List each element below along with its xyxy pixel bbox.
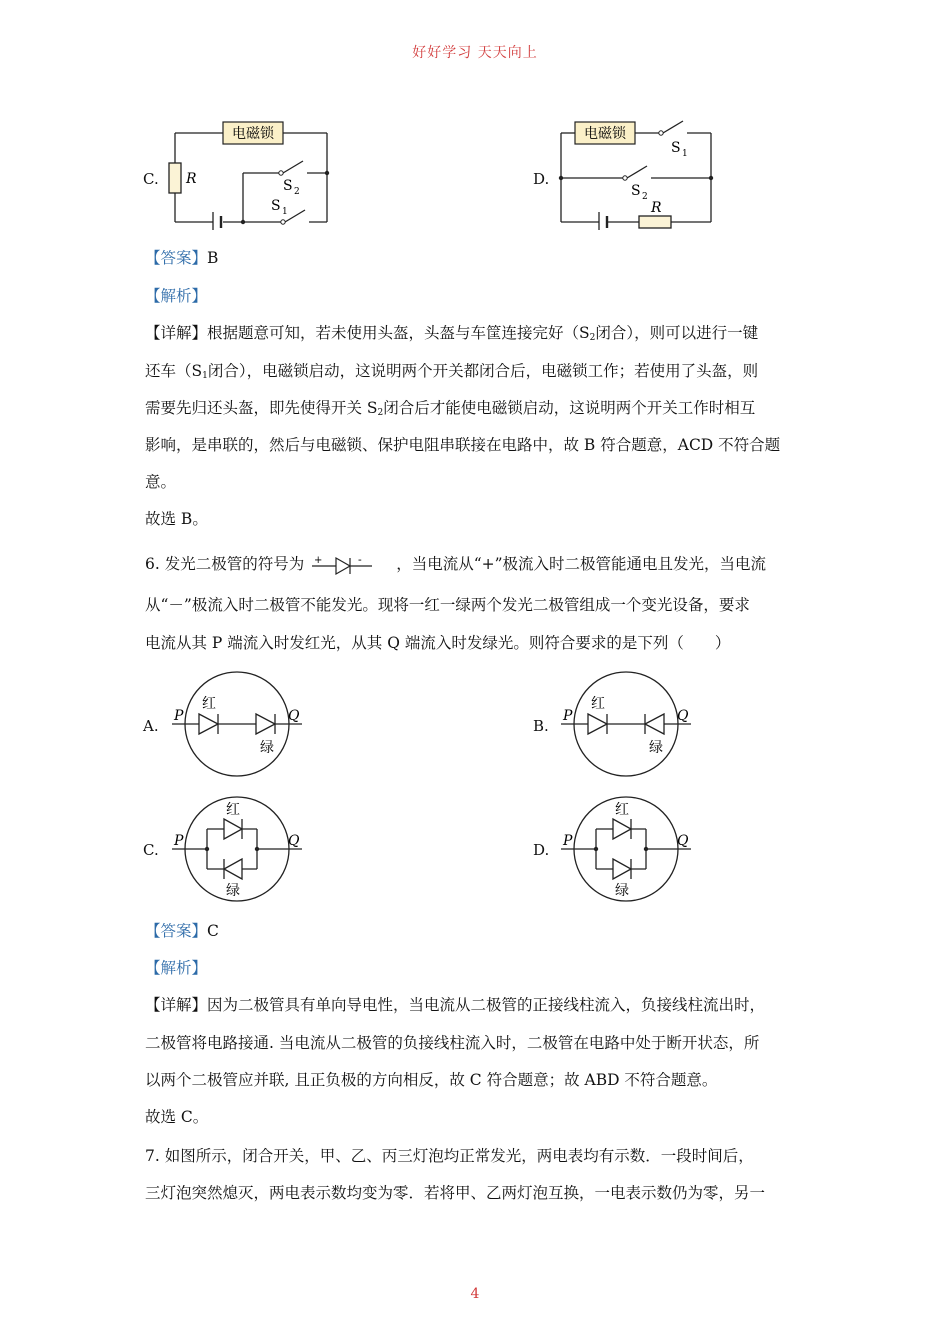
svg-text:2: 2 (294, 187, 300, 197)
svg-text:1: 1 (682, 149, 688, 159)
q5-detail-line-2: 还车（$S_1$闭合），电磁锁启动，这说明两个开关都闭合后，电磁锁工作；若使用了头盔，则 (145, 362, 759, 381)
svg-text:绿: 绿 (615, 883, 629, 899)
svg-text:绿: 绿 (226, 883, 240, 899)
q6-detail-line-2: 二极管将电路接通. 当电流从二极管的负接线柱流入时，二极管在电路中处于断开状态，所 (145, 1034, 760, 1052)
switch-label-c-s1: S (271, 198, 281, 214)
q6-answer: 【答案】C (145, 922, 219, 940)
svg-text:-: - (358, 554, 362, 566)
svg-text:P: P (563, 708, 573, 724)
svg-text:Q: Q (288, 708, 300, 724)
q6-stem-line-3: 电流从其 P 端流入时发红光，从其 Q 端流入时发绿光。则符合要求的是下列（ ） (145, 634, 731, 652)
q5-detail-line-1: 【详解】根据题意可知，若未使用头盔，头盔与车筐连接完好（$S_2$闭合），则可以进行一键 (145, 324, 759, 343)
diode-symbol-icon (310, 554, 390, 576)
svg-text:1: 1 (282, 207, 288, 217)
q7-stem-line-2: 三灯泡突然熄灭，两电表示数均变为零．若将甲、乙两灯泡互换，一电表示数仍为零，另一 (145, 1184, 766, 1202)
q5-detail-line-4: 影响，是串联的，然后与电磁锁、保护电阻串联接在电路中，故 B 符合题意，ACD 不符合题 (145, 436, 781, 454)
lock-label-c: 电磁锁 (232, 126, 274, 142)
q6-detail-line-1: 【详解】因为二极管具有单向导电性，当电流从二极管的正接线柱流入，负接线柱流出时， (145, 996, 766, 1014)
svg-text:P: P (174, 833, 184, 849)
svg-text:2: 2 (642, 192, 648, 202)
q5-analysis: 【解析】 (145, 287, 208, 305)
page-number: 4 (470, 1286, 480, 1302)
option-c6-label: C. (143, 841, 159, 859)
q5-detail-line-5: 意。 (145, 473, 177, 491)
page-header: 好好学习 天天向上 (412, 45, 538, 61)
switch-label-d-s1: S (671, 140, 681, 156)
svg-text:Q: Q (288, 833, 300, 849)
option-c-label: C. (143, 170, 159, 188)
q6-stem-line-2: 从“－”极流入时二极管不能发光。现将一红一绿两个发光二极管组成一个变光设备，要求 (145, 596, 750, 614)
svg-text:红: 红 (591, 696, 605, 712)
led-diagram-b (551, 668, 701, 780)
q6-conclusion: 故选 C。 (145, 1108, 209, 1126)
switch-label-d-s2: S (631, 183, 641, 199)
resistor-label-c: R (186, 171, 197, 187)
svg-text:绿: 绿 (260, 740, 274, 756)
led-diagram-a (162, 668, 312, 780)
circuit-diagram-d (555, 118, 730, 230)
svg-text:Q: Q (677, 708, 689, 724)
svg-text:P: P (174, 708, 184, 724)
svg-text:+: + (314, 555, 323, 566)
circuit-diagram-c (165, 118, 340, 230)
q5-conclusion: 故选 B。 (145, 510, 208, 528)
svg-text:红: 红 (615, 802, 629, 818)
svg-text:绿: 绿 (649, 740, 663, 756)
q5-detail-line-3: 需要先归还头盔，即先使得开关 $S_2$闭合后才能使电磁锁启动，这说明两个开关工作时相互 (145, 399, 756, 418)
resistor-label-d: R (651, 200, 662, 216)
led-diagram-d (551, 795, 701, 905)
q6-stem-line-1: 6. 发光二极管的符号为 + - ，当电流从“+”极流入时二极管能通电且发光，当电流 (145, 553, 766, 576)
option-b-label: B. (533, 717, 549, 735)
q6-detail-line-3: 以两个二极管应并联, 且正负极的方向相反，故 C 符合题意；故 ABD 不符合题意。 (145, 1071, 718, 1089)
svg-text:Q: Q (677, 833, 689, 849)
option-d6-label: D. (533, 841, 550, 859)
led-diagram-c (162, 795, 312, 905)
switch-label-c-s2: S (283, 178, 293, 194)
q6-analysis: 【解析】 (145, 959, 208, 977)
option-a-label: A. (143, 717, 159, 735)
svg-text:P: P (563, 833, 573, 849)
svg-text:红: 红 (202, 696, 216, 712)
lock-label-d: 电磁锁 (584, 126, 626, 142)
q7-stem-line-1: 7. 如图所示，闭合开关，甲、乙、丙三灯泡均正常发光，两电表均有示数．一段时间后， (145, 1147, 754, 1165)
q5-answer: 【答案】B (145, 249, 219, 267)
option-d-label: D. (533, 170, 550, 188)
svg-text:红: 红 (226, 802, 240, 818)
